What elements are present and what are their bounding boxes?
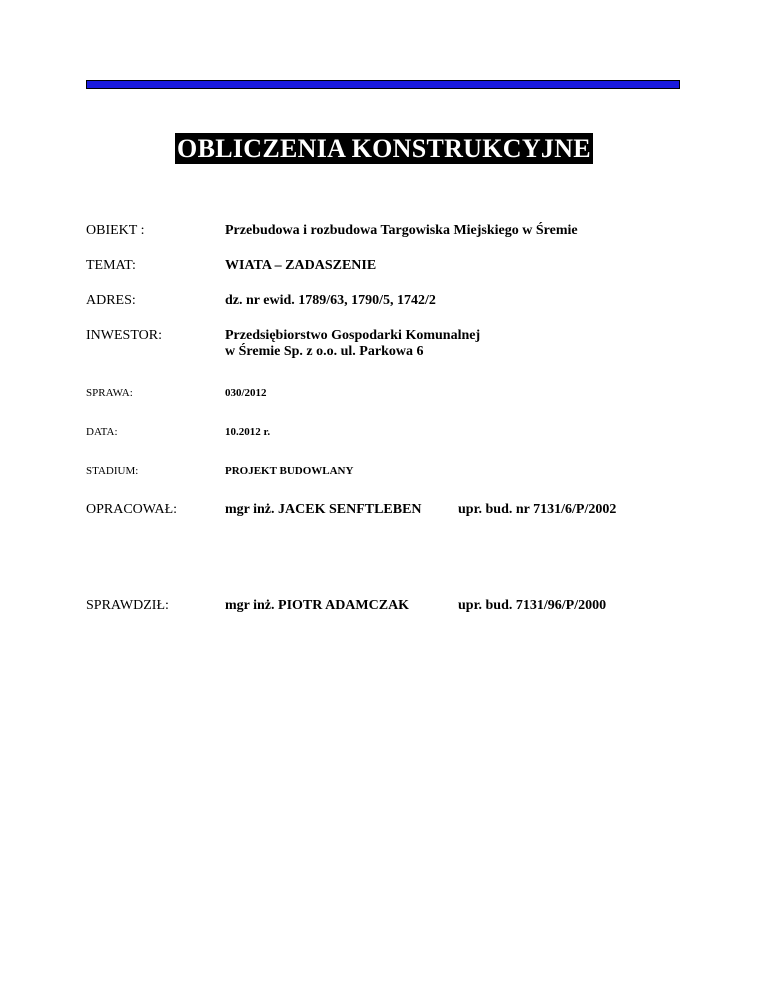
inwestor-line-1: Przedsiębiorstwo Gospodarki Komunalnej [225,328,481,343]
page-title: OBLICZENIA KONSTRUKCYJNE [177,134,591,163]
temat-label: TEMAT: [86,258,136,273]
opracowal-license: upr. bud. nr 7131/6/P/2002 [458,502,617,517]
adres-value: dz. nr ewid. 1789/63, 1790/5, 1742/2 [225,293,436,308]
obiekt-label: OBIEKT : [86,223,145,238]
data-label: DATA: [86,426,118,438]
opracowal-name: mgr inż. JACEK SENFTLEBEN [225,502,422,517]
temat-value: WIATA – ZADASZENIE [225,258,377,273]
header-rule [86,80,680,89]
title-block [0,133,768,164]
inwestor-value [225,328,480,360]
inwestor-label: INWESTOR: [86,328,162,343]
stadium-value: PROJEKT BUDOWLANY [225,465,354,477]
adres-label: ADRES: [86,293,136,308]
data-value: 10.2012 r. [225,426,271,438]
opracowal-label: OPRACOWAŁ: [86,502,178,517]
sprawdzil-label: SPRAWDZIŁ: [86,598,169,613]
sprawa-label: SPRAWA: [86,387,133,399]
sprawa-value: 030/2012 [225,387,267,399]
sprawdzil-name: mgr inż. PIOTR ADAMCZAK [225,598,410,613]
inwestor-line-2: w Śremie Sp. z o.o. ul. Parkowa 6 [225,344,424,359]
sprawdzil-license: upr. bud. 7131/96/P/2000 [458,598,607,613]
obiekt-value: Przebudowa i rozbudowa Targowiska Miejskiego w Śremie [225,223,578,238]
stadium-label: STADIUM: [86,465,139,477]
